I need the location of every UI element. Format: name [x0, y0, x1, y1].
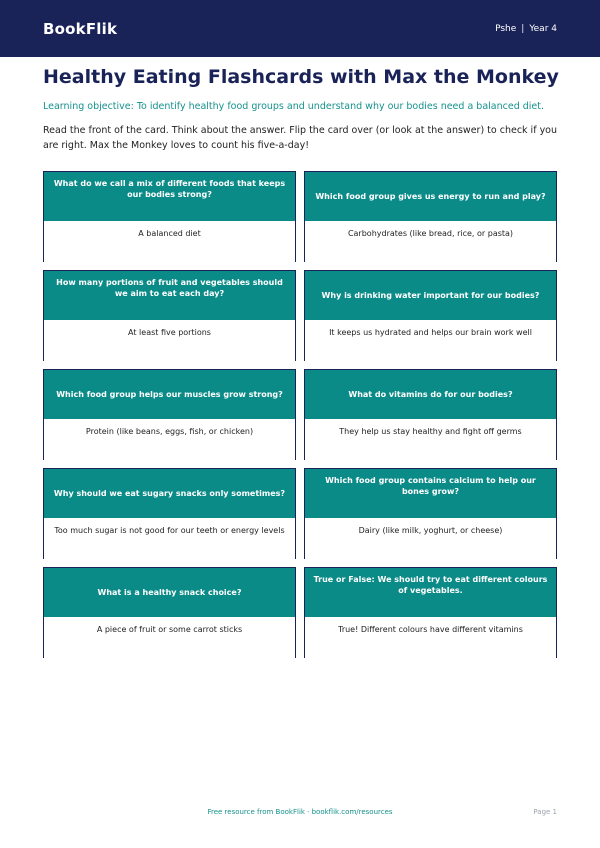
brand-logo[interactable]: BookFlik: [43, 19, 118, 38]
card-question: Which food group contains calcium to help our bones grow?: [305, 469, 556, 518]
card-question: Why is drinking water important for our bodies?: [305, 271, 556, 320]
card-question: What do we call a mix of different foods that keeps our bodies strong?: [44, 172, 295, 221]
card-answer: They help us stay healthy and fight off germs: [305, 419, 556, 460]
learning-objective: Learning objective: To identify healthy food groups and understand why our bodies need a balanced diet.: [43, 101, 545, 112]
card-answer: True! Different colours have different vitamins: [305, 617, 556, 658]
flashcard-grid: [43, 171, 557, 658]
card-question: What is a healthy snack choice?: [44, 568, 295, 617]
flashcard[interactable]: [43, 468, 296, 559]
page-title: Healthy Eating Flashcards with Max the Monkey: [43, 66, 559, 88]
flashcard[interactable]: [304, 369, 557, 460]
flashcard[interactable]: [43, 369, 296, 460]
card-question: True or False: We should try to eat different colours of vegetables.: [305, 568, 556, 617]
instructions-text: Read the front of the card. Think about the answer. Flip the card over (or look at the answer) to check if you are right. Max the Monkey loves to count his five-a-day!: [43, 125, 558, 151]
page-number: Page 1: [533, 808, 557, 816]
flashcard[interactable]: [304, 171, 557, 262]
subject-label: Pshe: [495, 23, 517, 34]
flashcard[interactable]: [43, 171, 296, 262]
card-question: Which food group helps our muscles grow strong?: [44, 370, 295, 419]
card-question: How many portions of fruit and vegetables should we aim to eat each day?: [44, 271, 295, 320]
card-answer: Carbohydrates (like bread, rice, or pasta): [305, 221, 556, 262]
card-question: Which food group gives us energy to run and play?: [305, 172, 556, 221]
flashcard[interactable]: [43, 567, 296, 658]
card-question: Why should we eat sugary snacks only sometimes?: [44, 469, 295, 518]
header-bar: [0, 0, 600, 57]
meta-separator: |: [521, 23, 525, 34]
card-answer: It keeps us hydrated and helps our brain work well: [305, 320, 556, 361]
subject-year-label: [495, 24, 557, 34]
card-answer: Dairy (like milk, yoghurt, or cheese): [305, 518, 556, 559]
page-footer: [0, 808, 600, 820]
flashcard[interactable]: [304, 468, 557, 559]
card-answer: A piece of fruit or some carrot sticks: [44, 617, 295, 658]
card-question: What do vitamins do for our bodies?: [305, 370, 556, 419]
card-answer: Protein (like beans, eggs, fish, or chicken): [44, 419, 295, 460]
flashcard[interactable]: [43, 270, 296, 361]
card-answer: Too much sugar is not good for our teeth or energy levels: [44, 518, 295, 559]
year-label: Year 4: [529, 23, 557, 34]
flashcard[interactable]: [304, 270, 557, 361]
card-answer: At least five portions: [44, 320, 295, 361]
flashcard[interactable]: [304, 567, 557, 658]
footer-credit-link[interactable]: Free resource from BookFlik · bookflik.com/resources: [207, 808, 393, 816]
card-answer: A balanced diet: [44, 221, 295, 262]
